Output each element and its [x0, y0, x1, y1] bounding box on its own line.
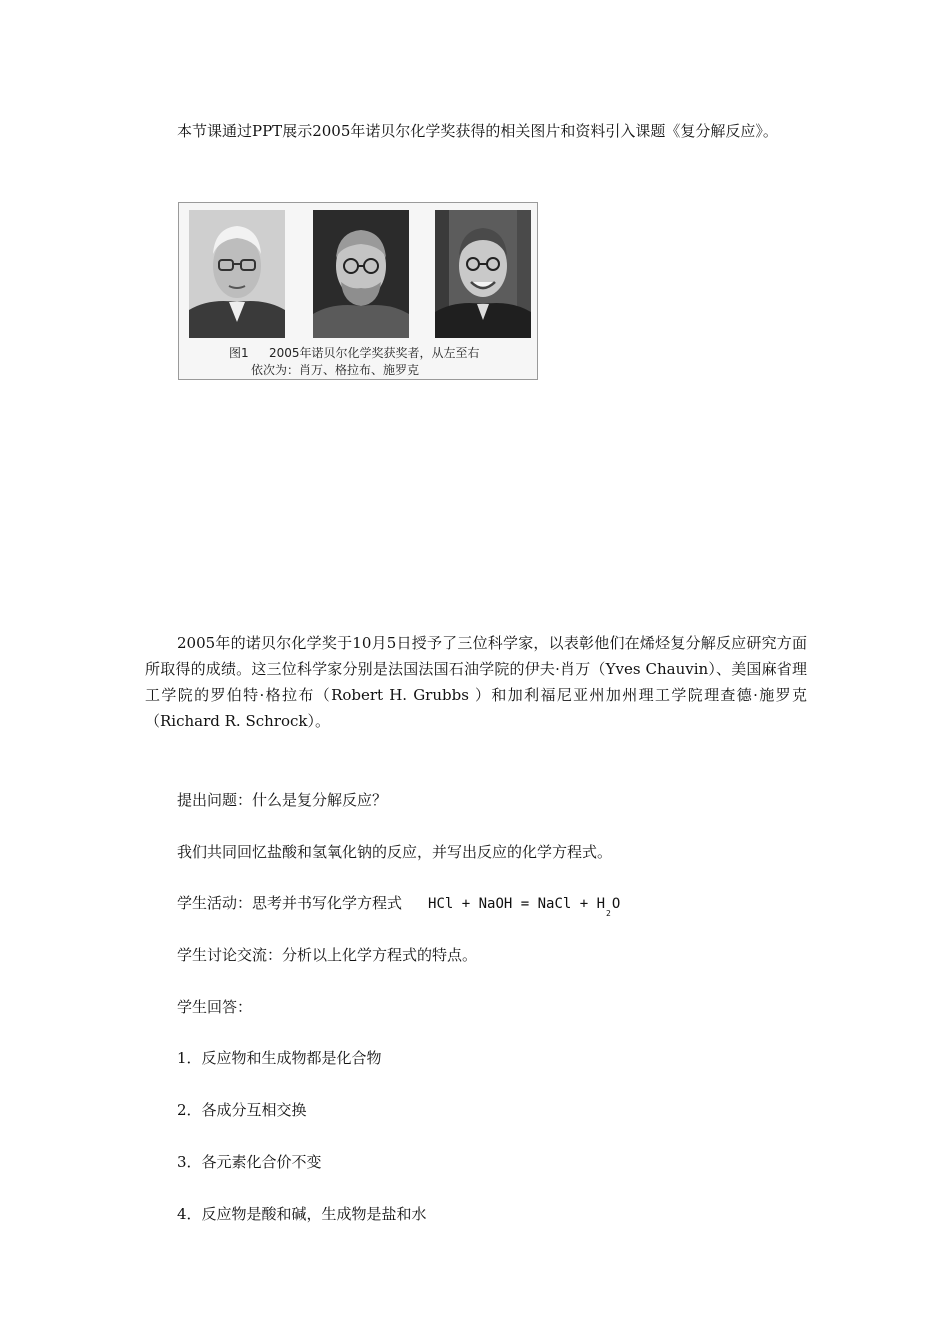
equation-subscript: 2 [606, 909, 611, 918]
caption-label: 图1 [229, 346, 249, 360]
portrait-grubbs [313, 210, 409, 338]
caption-text-1: 2005年诺贝尔化学奖获奖者，从左至右 [269, 346, 480, 360]
answer-item: 3．各元素化合价不变 [177, 1153, 322, 1171]
background-paragraph [145, 630, 807, 734]
recall-line: 我们共同回忆盐酸和氢氧化钠的反应，并写出反应的化学方程式。 [177, 843, 613, 861]
answer-item: 4．反应物是酸和碱，生成物是盐和水 [177, 1205, 427, 1223]
equation-main: HCl + NaOH = NaCl + H [428, 896, 606, 912]
figure-caption [229, 345, 480, 379]
intro-text: 本节课通过PPT展示2005年诺贝尔化学奖获得的相关图片和资料引入课题《复分解反应》。 [177, 122, 778, 140]
activity-line [177, 893, 620, 924]
question-line: 提出问题：什么是复分解反应？ [177, 791, 388, 809]
portrait-chauvin [189, 210, 285, 338]
answer-item: 1．反应物和生成物都是化合物 [177, 1049, 382, 1067]
nobel-laureates-figure [178, 202, 538, 380]
caption-line-2: 依次为：肖万、格拉布、施罗克 [251, 363, 420, 377]
portrait-schrock [435, 210, 531, 338]
answer-item: 2．各成分互相交换 [177, 1101, 307, 1119]
activity-label: 学生活动：思考并书写化学方程式 [177, 894, 403, 912]
caption-line-1 [229, 345, 480, 362]
background-text: 2005年的诺贝尔化学奖于10月5日授予了三位科学家，以表彰他们在烯烃复分解反应研究方面所取得的成绩。这三位科学家分别是法国法国石油学院的伊夫·肖万（Yves Chauvin）、美国麻省理工学院的罗伯特·格拉布（Robert H. Grubbs ）和加利福尼亚州加州理工学院理查德·施罗克（Richard R. Schrock）。 [145, 634, 807, 730]
chemical-equation [428, 896, 621, 918]
answer-label: 学生回答： [177, 998, 253, 1016]
discussion-line: 学生讨论交流：分析以上化学方程式的特点。 [177, 946, 478, 964]
equation-tail: O [611, 896, 621, 912]
intro-paragraph [145, 118, 807, 144]
